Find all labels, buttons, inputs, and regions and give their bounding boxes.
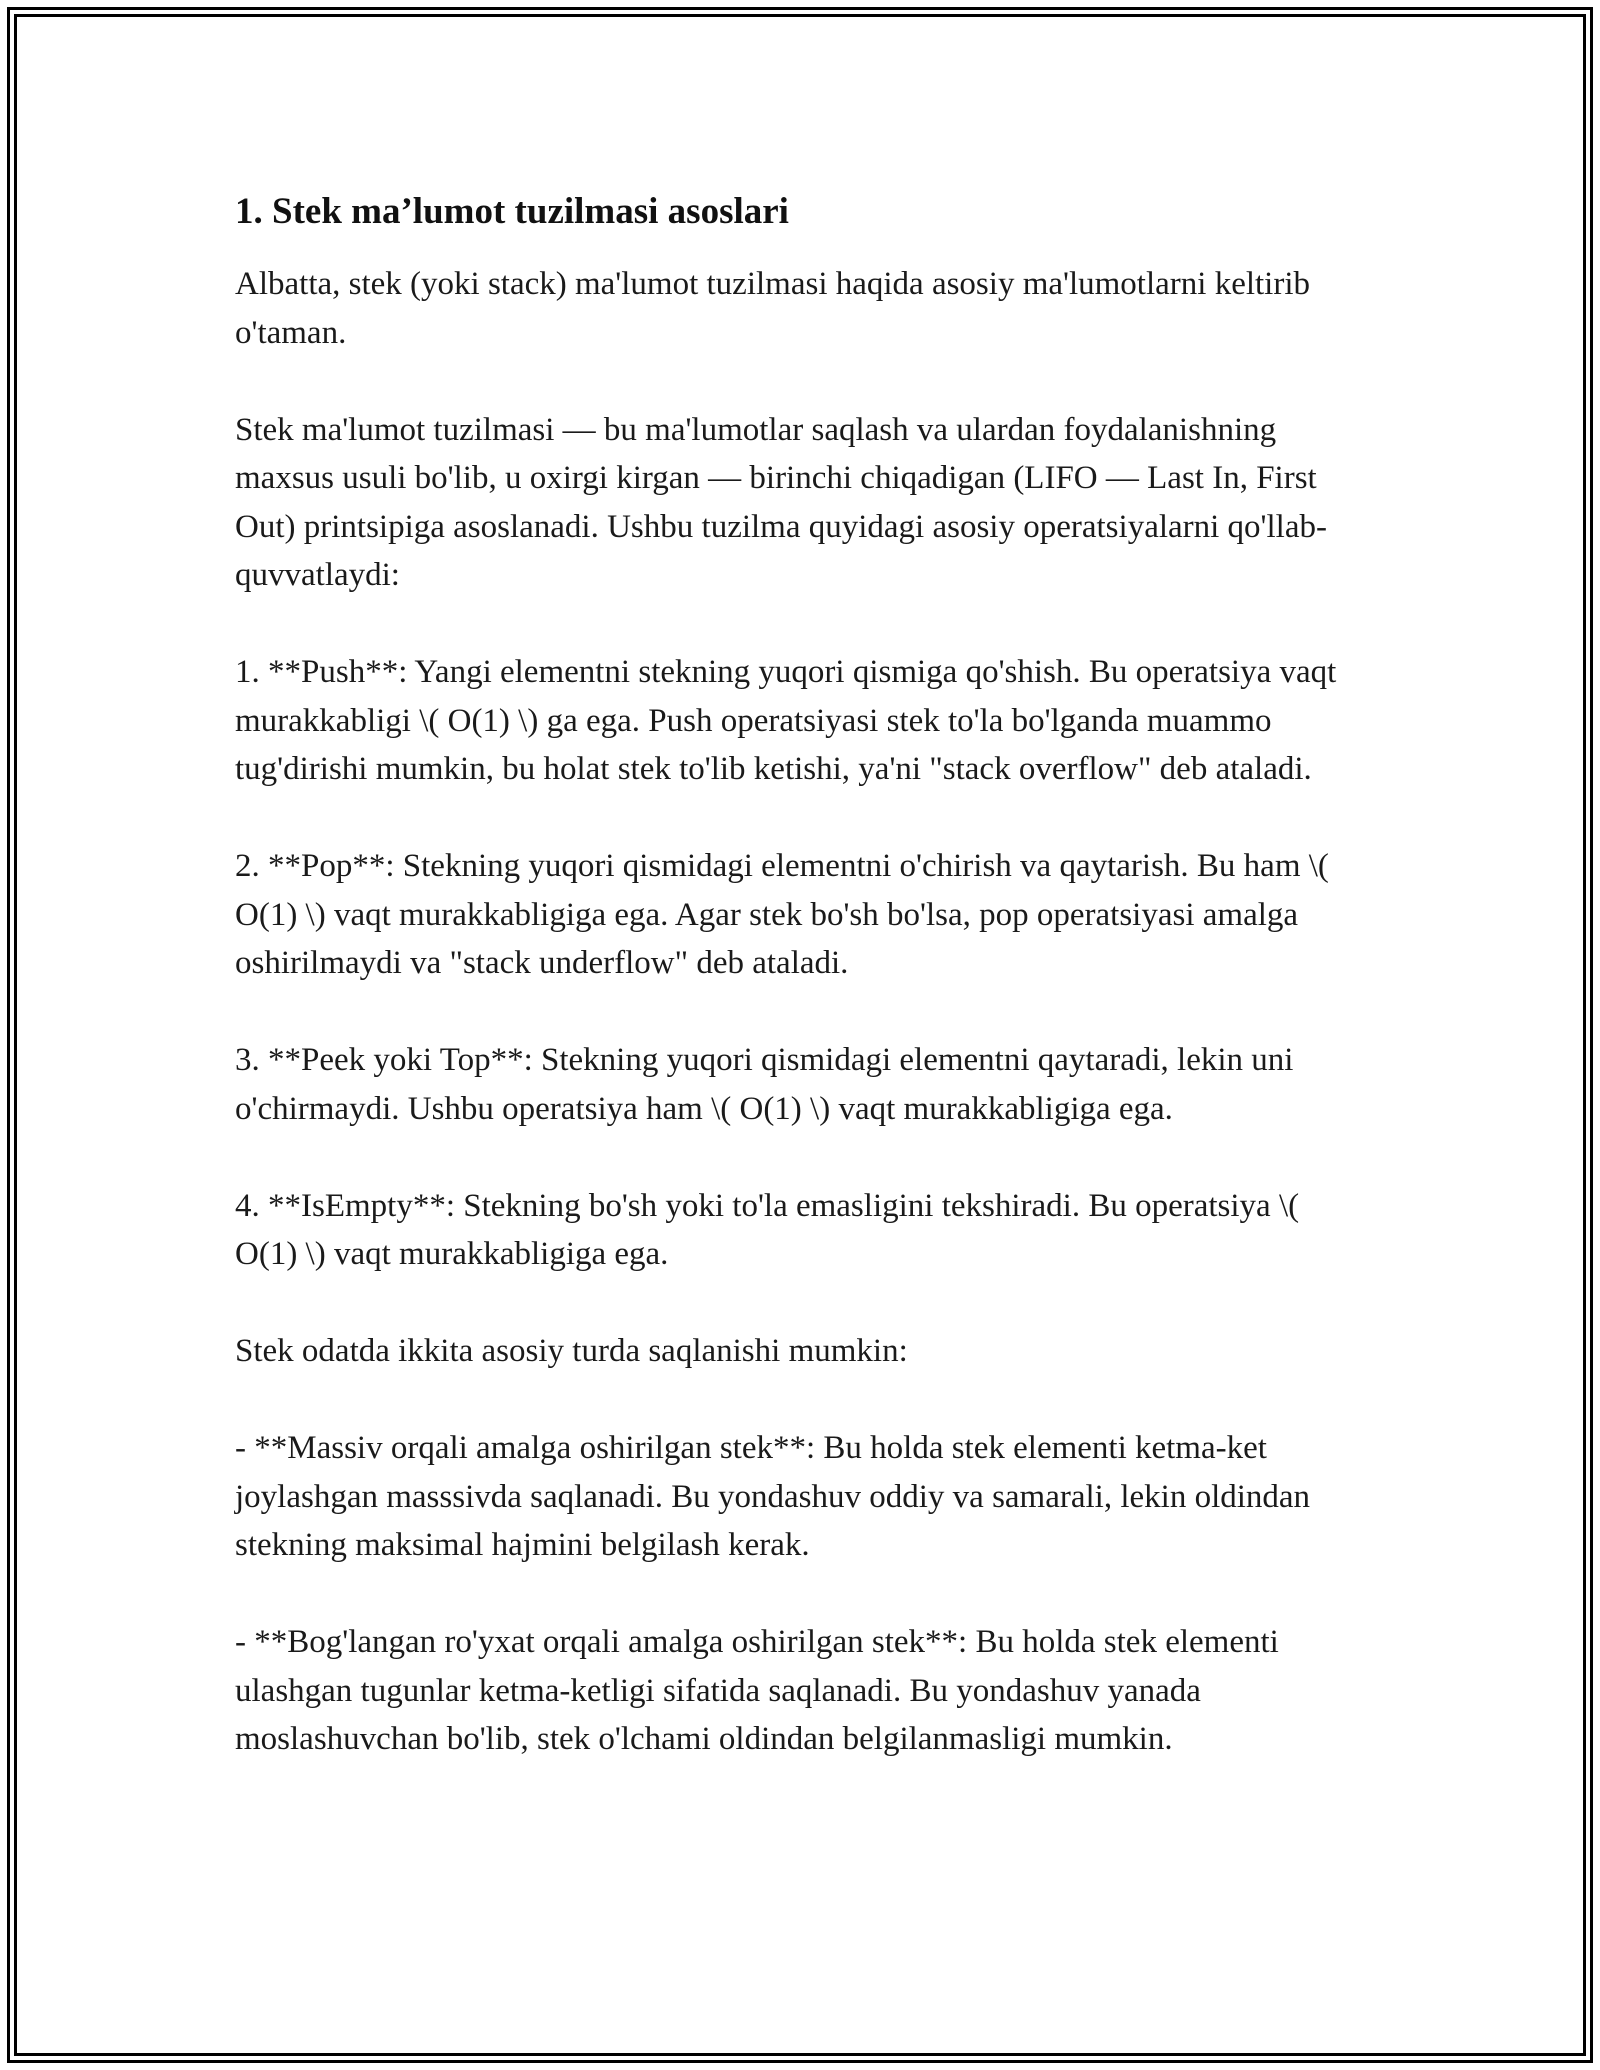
paragraph-definition: Stek ma'lumot tuzilmasi — bu ma'lumotlar saqlash va ulardan foydalanishning maxsus usuli bo'lib, u oxirgi kirgan — birinchi chiqadigan (LIFO — Last In, First Out) printsipiga asoslanadi. Ushbu tuzilma quyidagi asosiy operatsiyalarni qo'llab-quvvatlaydi: [235, 411, 1327, 593]
paragraph-push: 1. **Push**: Yangi elementni stekning yuqori qismiga qo'shish. Bu operatsiya vaqt murakkabligi \( O(1) \) ga ega. Push operatsiyasi stek to'la bo'lganda muammo tug'dirishi mumkin, bu holat stek to'lib ketishi, ya'ni "stack overflow" deb ataladi. [235, 654, 1337, 787]
document-body [235, 188, 1365, 1764]
paragraph-peek: 3. **Peek yoki Top**: Stekning yuqori qismidagi elementni qaytaradi, lekin uni o'chirmaydi. Ushbu operatsiya ham \( O(1) \) vaqt murakkabligiga ega. [235, 1042, 1294, 1127]
paragraph-types-intro: Stek odatda ikkita asosiy turda saqlanishi mumkin: [235, 1333, 908, 1369]
paragraph-array-stack: - **Massiv orqali amalga oshirilgan stek**: Bu holda stek elementi ketma-ket joylashgan masssivda saqlanadi. Bu yondashuv oddiy va samarali, lekin oldindan stekning maksimal hajmini belgilash kerak. [235, 1430, 1311, 1563]
paragraph-linked-list-stack: - **Bog'langan ro'yxat orqali amalga oshirilgan stek**: Bu holda stek elementi ulashgan tugunlar ketma-ketligi sifatida saqlanadi. Bu yondashuv yanada moslashuvchan bo'lib, stek o'lchami oldindan belgilanmasligi mumkin. [235, 1624, 1279, 1757]
paragraph-pop: 2. **Pop**: Stekning yuqori qismidagi elementni o'chirish va qaytarish. Bu ham \( O(1) \) vaqt murakkabligiga ega. Agar stek bo'sh bo'lsa, pop operatsiyasi amalga oshirilmaydi va "stack underflow" deb ataladi. [235, 848, 1329, 981]
paragraph-isempty: 4. **IsEmpty**: Stekning bo'sh yoki to'la emasligini tekshiradi. Bu operatsiya \( O(1) \) vaqt murakkabligiga ega. [235, 1187, 1300, 1272]
document-title: 1. Stek ma’lumot tuzilmasi asoslari [235, 191, 789, 232]
paragraph-intro: Albatta, stek (yoki stack) ma'lumot tuzilmasi haqida asosiy ma'lumotlarni keltirib o'taman. [235, 266, 1310, 351]
